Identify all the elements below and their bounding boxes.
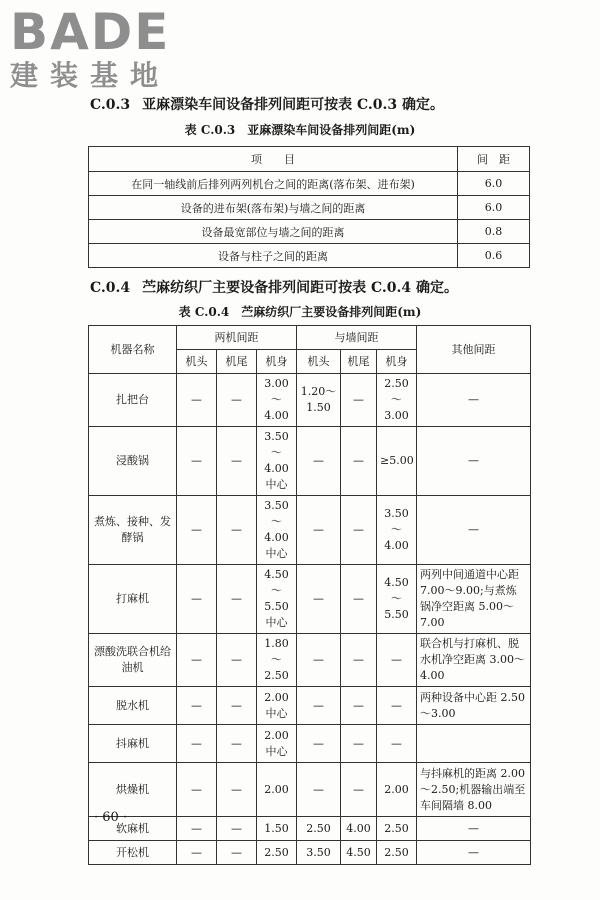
table-c04-cell: —: [341, 763, 377, 817]
table-c04-row: [89, 565, 531, 634]
table-c04-cell: —: [377, 725, 417, 763]
table-c04-cell: —: [341, 374, 377, 427]
table-c04-cell: —: [217, 687, 257, 725]
table-c04-row: [89, 725, 531, 763]
table-c04-subheader: 机身: [257, 350, 297, 374]
table-c04-cell: —: [217, 841, 257, 865]
table-c04-cell: 1.80～2.50: [257, 634, 297, 687]
table-c03-row: [89, 172, 530, 196]
table-c04-other: [417, 725, 531, 763]
table-c04-cell: —: [177, 817, 217, 841]
table-c04-cell: —: [341, 496, 377, 565]
table-c04-cell: 4.50～5.50中心: [257, 565, 297, 634]
table-c04-cell: 2.50: [257, 841, 297, 865]
table-c04-cell: —: [177, 496, 217, 565]
table-c04-cell: —: [341, 565, 377, 634]
table-c04-cell: 3.50～4.00中心: [257, 496, 297, 565]
table-c03-header-item: 项 目: [89, 147, 458, 172]
table-c03-value: 6.0: [458, 196, 530, 220]
table-c04-cell: —: [177, 565, 217, 634]
table-c03-item: 设备的进布架(落布架)与墙之间的距离: [89, 196, 458, 220]
table-c04-other: 与抖麻机的距离 2.00～2.50;机器输出端至车间隔墙 8.00: [417, 763, 531, 817]
table-c04-other: —: [417, 496, 531, 565]
table-c03-item: 在同一轴线前后排列两列机台之间的距离(落布架、进布架): [89, 172, 458, 196]
table-c04-cell: —: [177, 634, 217, 687]
table-c04-cell: —: [217, 496, 257, 565]
table-c03-value: 0.6: [458, 244, 530, 268]
table-c04-machine-name: 漂酸洗联合机给油机: [89, 634, 177, 687]
table-c04-cell: —: [217, 817, 257, 841]
table-c04-subheader: 机尾: [341, 350, 377, 374]
table-c04-caption: 表 C.0.4 苎麻纺织厂主要设备排列间距(m): [178, 305, 422, 319]
table-c04-cell: —: [177, 763, 217, 817]
table-c03-item: 设备与柱子之间的距离: [89, 244, 458, 268]
table-c04-subheader: 机身: [377, 350, 417, 374]
table-c04-cell: 2.00中心: [257, 725, 297, 763]
table-c04-cell: 2.00: [377, 763, 417, 817]
table-c04-cell: 4.00: [341, 817, 377, 841]
table-c03-caption: 表 C.0.3 亚麻漂染车间设备排列间距(m): [184, 123, 416, 137]
table-c04-other: 联合机与打麻机、脱水机净空距离 3.00～4.00: [417, 634, 531, 687]
table-c04-machine-name: 扎把台: [89, 374, 177, 427]
table-c04-cell: —: [377, 687, 417, 725]
table-c04-subheader: 机头: [297, 350, 341, 374]
table-c04-row: [89, 817, 531, 841]
logo-subtitle: 建装基地: [10, 59, 171, 92]
table-c04-row: [89, 634, 531, 687]
table-c04-cell: 2.50～3.00: [377, 374, 417, 427]
table-c04-cell: —: [297, 565, 341, 634]
table-c04-other: —: [417, 374, 531, 427]
table-c04-other: —: [417, 817, 531, 841]
table-c04-header-between: 两机间距: [177, 326, 297, 350]
table-c04-row: [89, 374, 531, 427]
table-c04-machine-name: 软麻机: [89, 817, 177, 841]
table-c04-subheader: 机头: [177, 350, 217, 374]
section-c04-number: C.0.4: [90, 280, 131, 296]
table-c04-machine-name: 打麻机: [89, 565, 177, 634]
section-c03-text: 亚麻漂染车间设备排列间距可按表 C.0.3 确定。: [142, 97, 445, 113]
table-c04-machine-name: 抖麻机: [89, 725, 177, 763]
table-c04-cell: 3.50～4.00: [377, 496, 417, 565]
table-c04-cell: —: [297, 634, 341, 687]
table-c04-header-to-wall: 与墙间距: [297, 326, 417, 350]
section-c03-number: C.0.3: [90, 97, 131, 113]
table-c04-machine-name: 烘燥机: [89, 763, 177, 817]
table-c04-cell: ≥5.00: [377, 427, 417, 496]
table-c04-machine-name: 浸酸锅: [89, 427, 177, 496]
table-c04-cell: —: [341, 427, 377, 496]
table-c04-cell: 2.50: [377, 841, 417, 865]
table-c04-cell: —: [297, 725, 341, 763]
table-c04-machine-name: 煮炼、接种、发酵锅: [89, 496, 177, 565]
table-c04-cell: —: [341, 634, 377, 687]
table-c04-cell: —: [217, 565, 257, 634]
table-c04-other: 两列中间通道中心距 7.00～9.00;与煮炼锅净空距离 5.00～7.00: [417, 565, 531, 634]
section-c04-text: 苎麻纺织厂主要设备排列间距可按表 C.0.4 确定。: [142, 280, 459, 296]
table-c04-other: —: [417, 427, 531, 496]
table-c03-header-distance: 间 距: [458, 147, 530, 172]
table-c04-subheader: 机尾: [217, 350, 257, 374]
table-c04-cell: 1.50: [257, 817, 297, 841]
page-number: · 60 ·: [94, 810, 128, 825]
table-c04-cell: —: [217, 634, 257, 687]
table-c04-cell: 2.00: [257, 763, 297, 817]
table-c04-cell: —: [177, 687, 217, 725]
table-c04-header-machine: 机器名称: [89, 326, 177, 374]
table-c03: [88, 146, 530, 268]
table-c03-row: [89, 220, 530, 244]
table-c04-row: [89, 496, 531, 565]
table-c04-cell: —: [177, 841, 217, 865]
table-c04-header-other: 其他间距: [417, 326, 531, 374]
table-c04-row: [89, 841, 531, 865]
table-c04-cell: 4.50～5.50: [377, 565, 417, 634]
table-c04-cell: —: [217, 427, 257, 496]
table-c04-cell: 2.00中心: [257, 687, 297, 725]
table-c04: [88, 325, 531, 865]
section-c04-heading: [90, 277, 458, 297]
table-c04-cell: —: [177, 725, 217, 763]
table-c04-machine-name: 开松机: [89, 841, 177, 865]
logo: [10, 3, 171, 92]
table-c03-row: [89, 196, 530, 220]
table-c04-cell: 3.50: [297, 841, 341, 865]
table-c04-cell: —: [341, 725, 377, 763]
logo-word: BADE: [10, 3, 171, 61]
table-c04-cell: —: [217, 374, 257, 427]
table-c04-row: [89, 763, 531, 817]
table-c03-row: [89, 244, 530, 268]
table-c04-other: —: [417, 841, 531, 865]
table-c04-row: [89, 687, 531, 725]
table-c04-cell: 3.50～4.00中心: [257, 427, 297, 496]
table-c04-cell: —: [177, 427, 217, 496]
table-c03-item: 设备最宽部位与墙之间的距离: [89, 220, 458, 244]
table-c04-cell: —: [297, 427, 341, 496]
table-c04-cell: —: [341, 687, 377, 725]
table-c04-cell: —: [377, 634, 417, 687]
table-c04-cell: 2.50: [297, 817, 341, 841]
table-c03-value: 0.8: [458, 220, 530, 244]
table-c04-cell: —: [217, 725, 257, 763]
table-c04-cell: —: [297, 687, 341, 725]
table-c04-row: [89, 427, 531, 496]
table-c04-other: 两种设备中心距 2.50～3.00: [417, 687, 531, 725]
table-c04-cell: —: [177, 374, 217, 427]
table-c04-cell: 3.00～4.00: [257, 374, 297, 427]
table-c04-cell: —: [297, 763, 341, 817]
table-c04-cell: 1.20～1.50: [297, 374, 341, 427]
table-c04-cell: 4.50: [341, 841, 377, 865]
section-c03-heading: [90, 94, 444, 114]
table-c04-machine-name: 脱水机: [89, 687, 177, 725]
table-c03-value: 6.0: [458, 172, 530, 196]
table-c04-cell: —: [297, 496, 341, 565]
table-c04-cell: 2.50: [377, 817, 417, 841]
table-c04-cell: —: [217, 763, 257, 817]
